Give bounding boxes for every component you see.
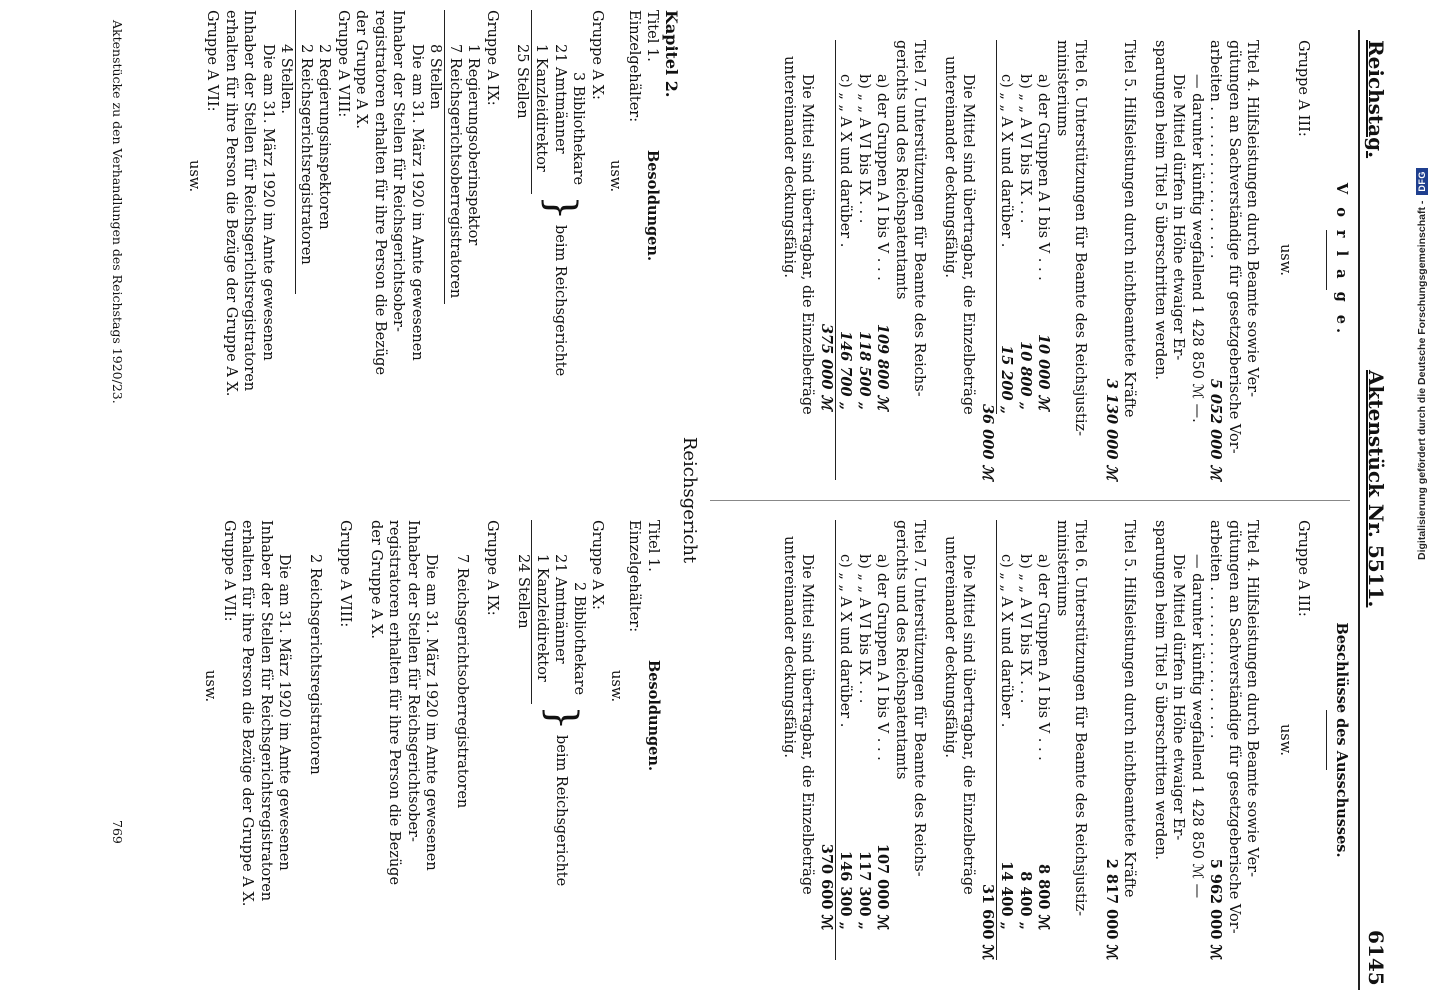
lower-right-para2-line2: Inhaber der Stellen für Reichsgerichtsregistratoren bbox=[258, 520, 274, 902]
header-center-text: Aktenstück Nr. 5511. bbox=[1364, 370, 1388, 608]
left-titel4-note1: — darunter künftig wegfallend 1 428 850 ℳ —. bbox=[1189, 74, 1205, 423]
lower-right-a9-row1: 7 Reichsgerichtsoberregistratoren bbox=[454, 554, 470, 809]
lower-left-ax-total: 25 Stellen bbox=[514, 44, 531, 119]
lower-left-titel1: Titel 1. bbox=[644, 10, 661, 62]
lower-right-gruppe-a7: Gruppe A VII: bbox=[221, 520, 237, 622]
lower-left-column bbox=[185, 10, 681, 480]
beschluesse-heading-rule bbox=[1327, 710, 1328, 770]
lower-left-para1-line2: Inhaber der Stellen für Reichsgerichtsober- bbox=[390, 10, 407, 332]
right-titel6-note2: untereinander deckungsfähig. bbox=[942, 536, 958, 759]
right-titel6-row-c: c) „ „ A X und darüber . 14 400 „ bbox=[996, 520, 1016, 960]
right-titel7-line1: Titel 7. Unterstützungen für Beamte des Reichs- bbox=[911, 520, 928, 877]
lower-right-gruppe-a8: Gruppe A VIII: bbox=[337, 520, 354, 628]
right-titel5-amount: 2 817 000 ℳ bbox=[1103, 858, 1120, 960]
lower-right-a8-row1: 2 Reichsgerichtsregistratoren bbox=[307, 554, 323, 775]
left-upper-column bbox=[780, 40, 1351, 480]
left-titel7-note2: untereinander deckungsfähig. bbox=[781, 56, 797, 279]
left-titel4-line1: Titel 4. Hilfsleistungen durch Beamte sowie Ver- bbox=[1244, 40, 1261, 397]
lower-right-gruppe-a9: Gruppe A IX: bbox=[484, 520, 501, 616]
right-titel4-amount: 5 962 000 ℳ bbox=[1207, 858, 1225, 960]
right-upper-column bbox=[780, 520, 1351, 960]
right-titel7-line2: gerichts und des Reichspatentamts bbox=[893, 520, 909, 780]
left-titel6-row-a: a) der Gruppen A I bis V . . . 10 000 ℳ bbox=[1035, 74, 1053, 410]
lower-right-para1-line1: Die am 31. März 1920 im Amte gewesenen bbox=[423, 554, 440, 871]
lower-left-gruppe-a7: Gruppe A VII: bbox=[204, 10, 221, 112]
left-titel4-note2-line2: sparungen beim Titel 5 überschritten werden. bbox=[1152, 40, 1168, 380]
left-titel7-note1: Die Mittel sind übertragbar, die Einzelbeträge bbox=[799, 74, 816, 415]
left-titel5-amount: 3 130 000 ℳ bbox=[1103, 378, 1120, 480]
footer-publication: Aktenstücke zu den Verhandlungen des Reichstags 1920/23. bbox=[110, 20, 125, 404]
right-titel4-note2-line2: sparungen beim Titel 5 überschritten werden. bbox=[1152, 520, 1168, 860]
lower-left-besoldungen: Besoldungen. bbox=[644, 150, 662, 262]
lower-right-einzelgehalter: Einzelgehälter: bbox=[626, 520, 643, 633]
lower-right-ax-row3: 1 Kanzleidirektor bbox=[532, 520, 552, 704]
lower-right-usw: usw. bbox=[608, 670, 624, 703]
lower-left-ax-row1: 3 Bibliothekare bbox=[570, 72, 587, 186]
right-titel7-total: 370 600 ℳ bbox=[818, 843, 835, 930]
lower-left-a8-total: 4 Stellen. bbox=[278, 44, 295, 114]
lower-right-para1-line4: der Gruppe A X. bbox=[368, 520, 384, 640]
footer-page-number: 769 bbox=[110, 820, 125, 844]
lower-right-gruppe-ax: Gruppe A X: bbox=[589, 520, 606, 610]
lower-left-a9-row1: 1 Regierungsoberinspektor bbox=[465, 44, 482, 246]
lower-left-ax-row3: 1 Kanzleidirektor bbox=[531, 10, 551, 194]
lower-left-usw2: usw. bbox=[186, 160, 202, 193]
lower-left-para1-line4: der Gruppe A X. bbox=[353, 10, 370, 130]
left-gruppe-a3: Gruppe A III: bbox=[1295, 40, 1312, 137]
left-titel6-note2: untereinander deckungsfähig. bbox=[942, 56, 958, 279]
lower-right-para2-line1: Die am 31. März 1920 im Amte gewesenen bbox=[276, 554, 293, 871]
reichsgericht-heading: Reichsgericht bbox=[679, 436, 700, 564]
column-divider bbox=[710, 500, 1350, 501]
dfg-logo: DFG bbox=[1416, 168, 1428, 195]
left-titel7-row-b: b) „ „ A VI bis IX . . . 118 500 „ bbox=[856, 74, 873, 410]
right-titel6-line1: Titel 6. Unterstützungen für Beamte des Reichsjustiz- bbox=[1072, 520, 1089, 916]
header-underline bbox=[1358, 30, 1360, 990]
right-titel6-total: 31 600 ℳ bbox=[979, 883, 996, 960]
lower-right-para1-line3: registratoren erhalten für ihre Person die Bezüge bbox=[386, 520, 403, 886]
left-titel6-row-b: b) „ „ A VI bis IX . . . 10 800 „ bbox=[1017, 74, 1034, 410]
lower-right-usw2: usw. bbox=[202, 670, 219, 703]
left-usw: usw. bbox=[1277, 243, 1293, 277]
lower-left-a9-row2: 7 Reichsgerichtsoberregistratoren bbox=[445, 10, 465, 304]
right-titel6-line2: ministeriums bbox=[1054, 520, 1070, 617]
digitization-credit-text: Digitalisierung gefördert durch die Deutsche Forschungsgemeinschaft - bbox=[1416, 200, 1428, 560]
left-titel7-row-c: c) „ „ A X und darüber . 146 700 „ bbox=[835, 40, 855, 480]
lower-left-gruppe-ax: Gruppe A X: bbox=[589, 10, 605, 100]
left-titel6-line2: ministeriums bbox=[1054, 40, 1070, 137]
lower-left-einzelgehalter: Einzelgehälter: bbox=[626, 10, 642, 123]
lower-left-para1-line3: registratoren erhalten für ihre Person die Bezüge bbox=[372, 10, 388, 376]
left-titel4-line3: arbeiten . . . . . . . . . . . . . . . . . bbox=[1207, 40, 1224, 259]
kapitel-2: Kapitel 2. bbox=[662, 10, 681, 98]
lower-left-para1-line1: Die am 31. März 1920 im Amte gewesenen bbox=[409, 44, 425, 361]
lower-right-brace-label: beim Reichsgerichte bbox=[553, 735, 569, 887]
right-titel6-row-a: a) der Gruppen A I bis V . . . 8 800 ℳ bbox=[1035, 554, 1053, 930]
right-titel4-note2-line1: Die Mittel dürfen in Höhe etwaiger Er- bbox=[1170, 554, 1187, 841]
left-titel4-amount: 5 052 000 ℳ bbox=[1207, 378, 1225, 480]
lower-left-para2-line1: Die am 31. März 1920 im Amte gewesenen bbox=[260, 44, 276, 361]
right-gruppe-a3: Gruppe A III: bbox=[1295, 520, 1312, 617]
left-titel5-line: Titel 5. Hilfsleistungen durch nichtbeamtete Kräfte bbox=[1121, 40, 1138, 418]
lower-left-ax-row2: 21 Amtmänner bbox=[552, 44, 568, 154]
right-titel4-line1: Titel 4. Hilfsleistungen durch Beamte sowie Ver- bbox=[1244, 520, 1261, 877]
left-titel6-total: 36 000 ℳ bbox=[979, 403, 996, 480]
lower-right-ax-row2: 21 Amtmänner bbox=[552, 554, 569, 664]
lower-right-column bbox=[201, 520, 662, 970]
lower-left-usw: usw. bbox=[607, 160, 624, 193]
lower-right-ax-total: 24 Stellen bbox=[515, 554, 531, 629]
left-titel6-row-c: c) „ „ A X und darüber . 15 200 „ bbox=[996, 40, 1016, 414]
left-titel4-line2: gütungen an Sachverständige für gesetzgeberische Vor- bbox=[1226, 40, 1242, 454]
right-titel4-note1: — darunter künftig wegfallend 1 428 850 ℳ — bbox=[1189, 554, 1205, 899]
page-number-text: 6145 bbox=[1364, 930, 1388, 986]
right-usw: usw. bbox=[1277, 723, 1293, 757]
lower-right-brace: } bbox=[539, 705, 585, 731]
vorlage-heading-rule bbox=[1327, 230, 1328, 290]
left-titel6-note1: Die Mittel sind übertragbar, die Einzelbeträge bbox=[960, 74, 977, 415]
vorlage-title: V o r l a g e. bbox=[1333, 182, 1350, 338]
right-titel7-note1: Die Mittel sind übertragbar, die Einzelbeträge bbox=[799, 554, 816, 895]
lower-left-a8-row2: 2 Reichsgerichtsregistratoren bbox=[296, 10, 316, 294]
right-titel5-line: Titel 5. Hilfsleistungen durch nichtbeamtete Kräfte bbox=[1121, 520, 1138, 898]
lower-left-para2-line3: erhalten für ihre Person die Bezüge der Gruppe A X. bbox=[223, 10, 239, 397]
left-titel7-row-a: a) der Gruppen A I bis V . . . 109 800 ℳ bbox=[874, 74, 892, 410]
lower-right-para1-line2: Inhaber der Stellen für Reichsgerichtsober- bbox=[405, 520, 421, 842]
lower-left-a9-total: 8 Stellen bbox=[427, 44, 444, 110]
lower-left-para2-line2: Inhaber der Stellen für Reichsgerichtsregistratoren bbox=[241, 10, 258, 392]
lower-left-gruppe-a8: Gruppe A VIII: bbox=[335, 10, 351, 118]
left-titel4-note2-line1: Die Mittel dürfen in Höhe etwaiger Er- bbox=[1170, 74, 1187, 361]
lower-left-brace: } bbox=[538, 195, 585, 221]
lower-left-brace-label: beim Reichsgerichte bbox=[552, 225, 569, 377]
right-titel7-note2: untereinander deckungsfähig. bbox=[781, 536, 797, 759]
lower-right-titel1: Titel 1. bbox=[645, 520, 661, 572]
header-left-text: Reichstag. bbox=[1364, 40, 1388, 159]
right-titel7-row-a: a) der Gruppen A I bis V . . . 107 000 ℳ bbox=[874, 554, 892, 930]
right-titel4-line2: gütungen an Sachverständige für gesetzgeberische Vor- bbox=[1226, 520, 1242, 934]
digitization-credit-strip bbox=[1410, 0, 1434, 1000]
left-titel7-line2: gerichts und des Reichspatentamts bbox=[893, 40, 909, 300]
right-titel4-line3: arbeiten . . . . . . . . . . . . . . . . . bbox=[1207, 520, 1224, 739]
lower-right-ax-row1: 2 Bibliothekare bbox=[571, 582, 587, 696]
lower-left-gruppe-a9: Gruppe A IX: bbox=[484, 10, 500, 106]
beschluesse-title: Beschlüsse des Ausschusses. bbox=[1333, 622, 1350, 858]
lower-right-besoldungen: Besoldungen. bbox=[645, 660, 662, 772]
left-titel6-line1: Titel 6. Unterstützungen für Beamte des Reichsjustiz- bbox=[1072, 40, 1089, 436]
right-titel6-row-b: b) „ „ A VI bis IX . . . 8 400 „ bbox=[1017, 554, 1034, 930]
lower-left-a8-row1: 2 Regierungsinspektoren bbox=[316, 44, 333, 230]
right-titel7-row-b: b) „ „ A VI bis IX . . . 117 300 „ bbox=[856, 554, 873, 930]
left-titel7-line1: Titel 7. Unterstützungen für Beamte des Reichs- bbox=[911, 40, 928, 397]
lower-right-para2-line3: erhalten für ihre Person die Bezüge der Gruppe A X. bbox=[239, 520, 256, 907]
left-titel7-total: 375 000 ℳ bbox=[818, 323, 835, 410]
right-titel7-row-c: c) „ „ A X und darüber . 146 300 „ bbox=[835, 520, 855, 960]
right-titel6-note1: Die Mittel sind übertragbar, die Einzelbeträge bbox=[960, 554, 977, 895]
